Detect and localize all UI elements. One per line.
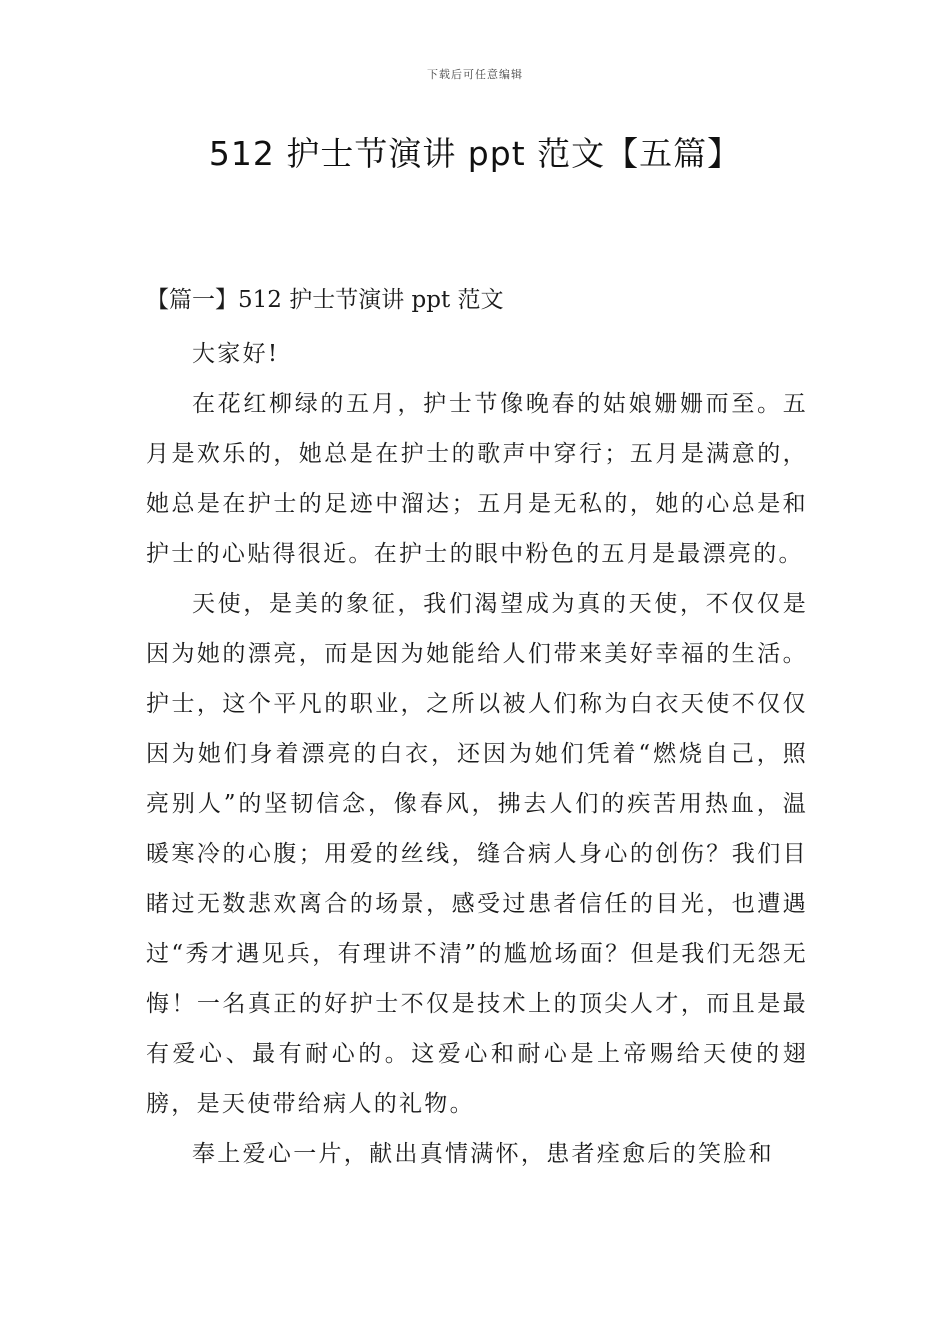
header-note: 下载后可任意编辑 — [427, 68, 523, 81]
document-body — [146, 280, 808, 1179]
section-heading: 【篇一】512 护士节演讲 ppt 范文 — [146, 287, 504, 313]
paragraph-love: 奉上爱心一片，献出真情满怀，患者痊愈后的笑脸和 — [192, 1141, 774, 1167]
document-title: 512 护士节演讲 ppt 范文【五篇】 — [208, 134, 742, 173]
paragraph-angel: 天使，是美的象征，我们渴望成为真的天使，不仅仅是因为她的漂亮，而是因为她能给人们带来美好幸福的生活。护士，这个平凡的职业，之所以被人们称为白衣天使不仅仅因为她们身着漂亮的白衣，还因为她们凭着“燃烧自己，照亮别人”的坚韧信念，像春风，拂去人们的疾苦用热血，温暖寒冷的心腹；用爱的丝线，缝合病人身心的创伤？我们目睹过无数悲欢离合的场景，感受过患者信任的目光，也遭遇过“秀才遇见兵，有理讲不清”的尴尬场面？但是我们无怨无悔！一名真正的好护士不仅是技术上的顶尖人才，而且是最有爱心、最有耐心的。这爱心和耐心是上帝赐给天使的翅膀，是天使带给病人的礼物。 — [146, 591, 808, 1117]
paragraph-greeting: 大家好! — [192, 341, 280, 367]
paragraph-may: 在花红柳绿的五月，护士节像晚春的姑娘姗姗而至。五月是欢乐的，她总是在护士的歌声中穿行；五月是满意的，她总是在护士的足迹中溜达；五月是无私的，她的心总是和护士的心贴得很近。在护士的眼中粉色的五月是最漂亮的。 — [146, 391, 808, 567]
